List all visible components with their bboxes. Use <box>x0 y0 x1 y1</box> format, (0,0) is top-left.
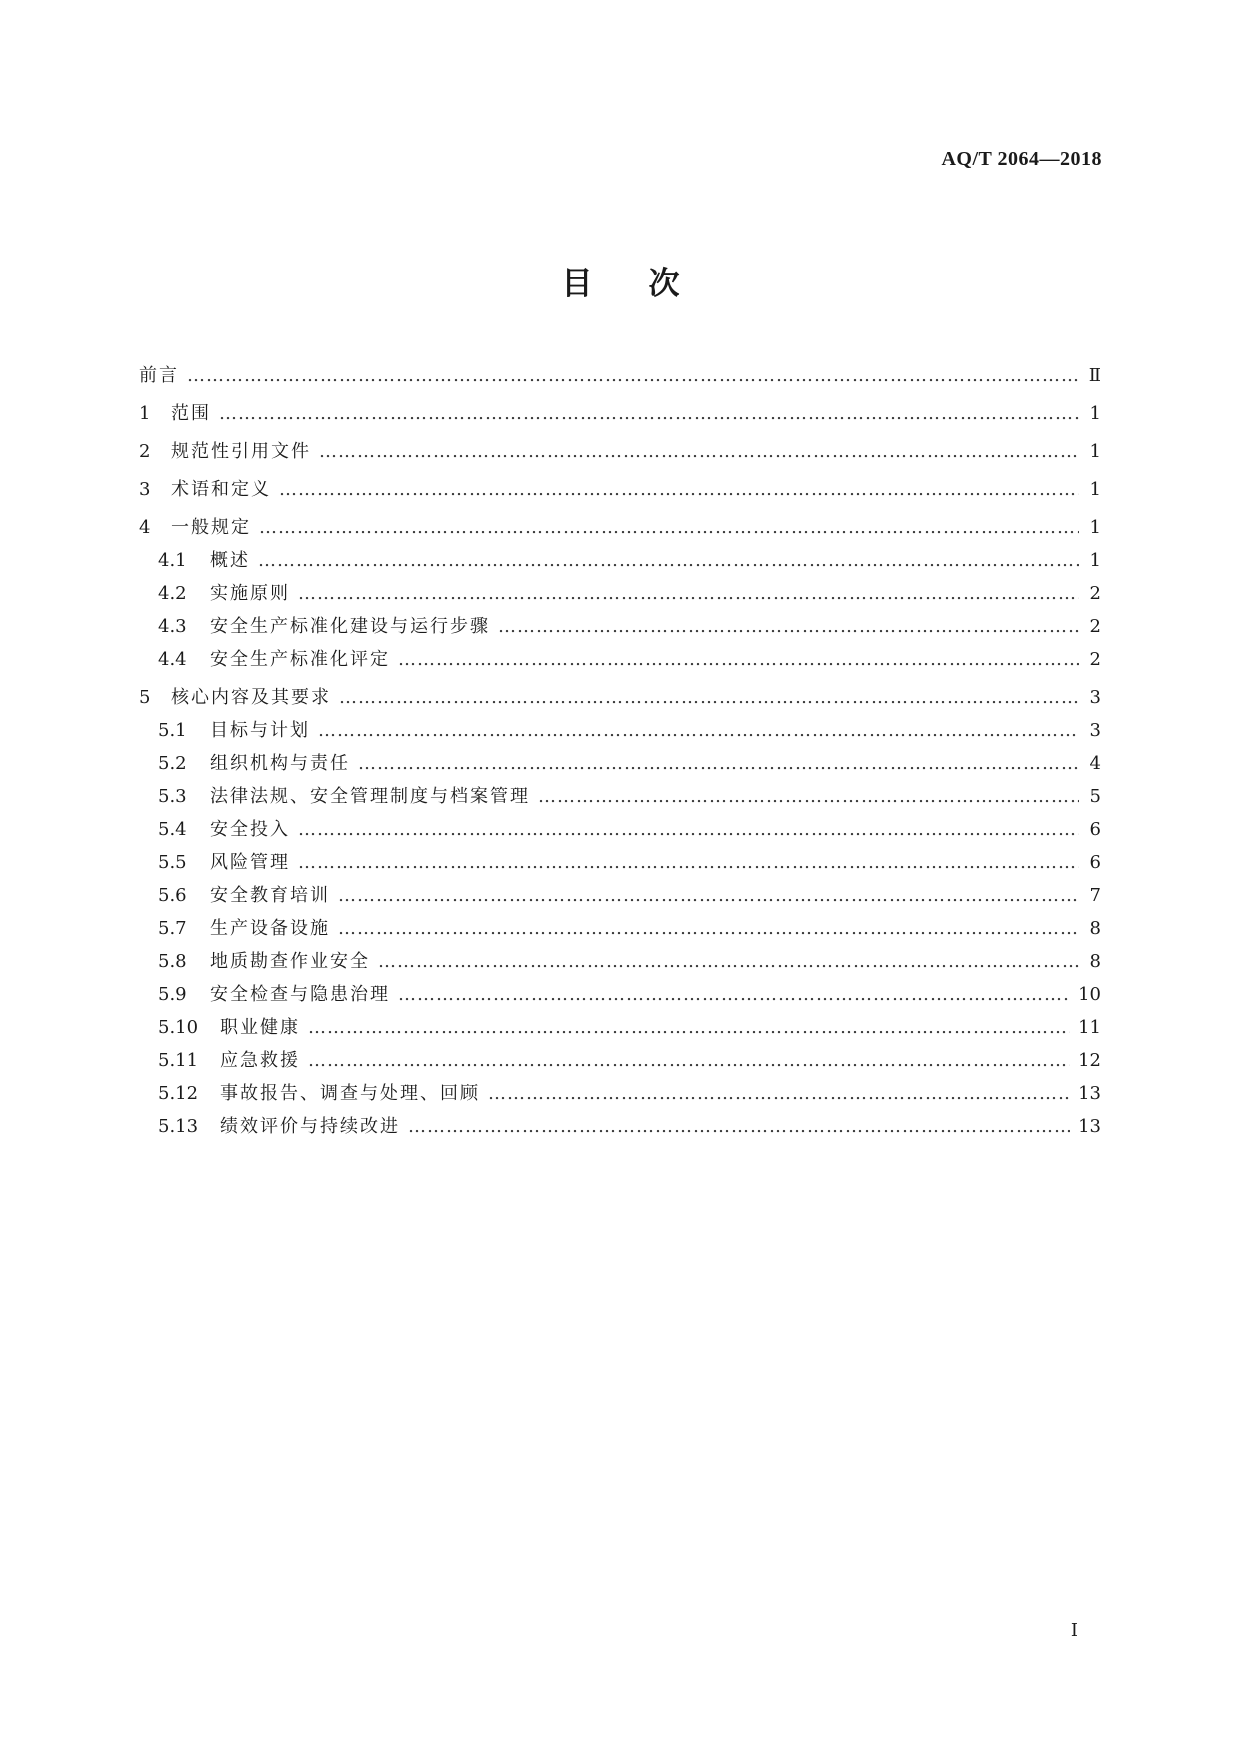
toc-entry-number: 5.7 <box>158 918 187 939</box>
toc-leader-dots <box>308 1050 1070 1072</box>
toc-entry-5-9[interactable] <box>139 973 1101 1006</box>
toc-entry-number: 5.5 <box>158 852 187 873</box>
toc-entry-page: 8 <box>1089 951 1101 972</box>
toc-entry-label: 前言 <box>139 365 179 386</box>
toc-entry-page: 7 <box>1089 885 1101 906</box>
toc-entry-page: 3 <box>1089 687 1101 708</box>
toc-entry-4-4[interactable] <box>139 638 1101 671</box>
toc-entry-label: 核心内容及其要求 <box>171 687 331 708</box>
toc-entry-5-4[interactable] <box>139 808 1101 841</box>
toc-leader-dots <box>308 1017 1070 1039</box>
toc-entry-4-1[interactable] <box>139 539 1101 572</box>
toc-entry-page: 10 <box>1078 984 1101 1005</box>
toc-leader-dots <box>358 753 1079 775</box>
toc-entry-label: 规范性引用文件 <box>171 441 311 462</box>
toc-entry-number: 3 <box>139 479 151 500</box>
toc-entry-page: 2 <box>1089 616 1101 637</box>
toc-entry-label: 生产设备设施 <box>210 918 330 939</box>
toc-entry-label: 安全生产标准化建设与运行步骤 <box>210 616 490 637</box>
toc-entry-number: 4.1 <box>158 550 187 571</box>
toc-entry-4-2[interactable] <box>139 572 1101 605</box>
standard-code: AQ/T 2064—2018 <box>941 148 1102 170</box>
toc-leader-dots <box>339 687 1079 709</box>
toc-entry-label: 地质勘查作业安全 <box>210 951 370 972</box>
toc-entry-page: 1 <box>1089 517 1101 538</box>
toc-entry-label: 安全检查与隐患治理 <box>210 984 390 1005</box>
toc-entry-3[interactable] <box>139 468 1101 501</box>
toc-leader-dots <box>498 616 1079 638</box>
toc-entry-label: 应急救援 <box>220 1050 300 1071</box>
toc-leader-dots <box>538 786 1079 808</box>
toc-entry-number: 5.11 <box>158 1050 199 1071</box>
toc-entry-page: 13 <box>1078 1083 1101 1104</box>
toc-leader-dots <box>378 951 1079 973</box>
toc-entry-5[interactable] <box>139 676 1101 709</box>
toc-entry-5-3[interactable] <box>139 775 1101 808</box>
toc-title: 目次 <box>561 266 736 302</box>
toc-entry-number: 4.2 <box>158 583 187 604</box>
toc-leader-dots <box>338 918 1079 940</box>
toc-entry-label: 目标与计划 <box>210 720 310 741</box>
toc-entry-page: 8 <box>1089 918 1101 939</box>
toc-entry-number: 5.12 <box>158 1083 199 1104</box>
toc-entry-label: 范围 <box>171 403 211 424</box>
toc-entry-label: 安全教育培训 <box>210 885 330 906</box>
toc-entry-5-11[interactable] <box>139 1039 1101 1072</box>
toc-entry-page: 6 <box>1089 819 1101 840</box>
toc-entry-label: 绩效评价与持续改进 <box>220 1116 400 1137</box>
toc-entry-page: 11 <box>1078 1017 1101 1038</box>
toc-entry-page: 1 <box>1089 479 1101 500</box>
toc-entry-page: Ⅱ <box>1088 365 1101 386</box>
toc-entry-page: 1 <box>1089 550 1101 571</box>
toc-entry-label: 法律法规、安全管理制度与档案管理 <box>210 786 530 807</box>
toc-entry-number: 5.8 <box>158 951 187 972</box>
toc-leader-dots <box>259 517 1079 539</box>
toc-entry-1[interactable] <box>139 392 1101 425</box>
toc-entry-number: 4 <box>139 517 151 538</box>
toc-entry-5-1[interactable] <box>139 709 1101 742</box>
toc-entry-number: 2 <box>139 441 151 462</box>
toc-entry-number: 5.9 <box>158 984 187 1005</box>
toc-entry-5-2[interactable] <box>139 742 1101 775</box>
toc-entry-label: 实施原则 <box>210 583 290 604</box>
toc-entry-page: 13 <box>1078 1116 1101 1137</box>
toc-entry-label: 职业健康 <box>220 1017 300 1038</box>
table-of-contents <box>139 354 1101 1138</box>
toc-entry-2[interactable] <box>139 430 1101 463</box>
toc-leader-dots <box>298 852 1079 874</box>
toc-leader-dots <box>318 720 1079 742</box>
toc-entry-number: 1 <box>139 403 151 424</box>
toc-entry-page: 12 <box>1078 1050 1101 1071</box>
toc-leader-dots <box>258 550 1079 572</box>
toc-entry-label: 组织机构与责任 <box>210 753 350 774</box>
toc-entry-number: 5 <box>139 687 151 708</box>
toc-entry-number: 5.10 <box>158 1017 199 1038</box>
toc-entry-number: 5.4 <box>158 819 187 840</box>
toc-entry-page: 3 <box>1089 720 1101 741</box>
toc-entry-5-10[interactable] <box>139 1006 1101 1039</box>
toc-entry-label: 安全生产标准化评定 <box>210 649 390 670</box>
toc-entry-5-5[interactable] <box>139 841 1101 874</box>
toc-entry-page: 6 <box>1089 852 1101 873</box>
toc-leader-dots <box>488 1083 1070 1105</box>
toc-leader-dots <box>187 365 1079 387</box>
page-number: I <box>1070 1620 1078 1641</box>
toc-leader-dots <box>398 649 1079 671</box>
toc-entry-foreword[interactable] <box>139 354 1101 387</box>
toc-entry-page: 2 <box>1089 649 1101 670</box>
toc-entry-label: 风险管理 <box>210 852 290 873</box>
toc-entry-5-12[interactable] <box>139 1072 1101 1105</box>
toc-entry-number: 5.13 <box>158 1116 199 1137</box>
toc-entry-number: 5.1 <box>158 720 187 741</box>
toc-entry-label: 术语和定义 <box>171 479 271 500</box>
toc-entry-5-8[interactable] <box>139 940 1101 973</box>
toc-entry-page: 5 <box>1089 786 1101 807</box>
toc-entry-5-7[interactable] <box>139 907 1101 940</box>
toc-entry-page: 1 <box>1089 441 1101 462</box>
toc-leader-dots <box>279 479 1079 501</box>
toc-entry-label: 概述 <box>210 550 250 571</box>
toc-entry-number: 5.3 <box>158 786 187 807</box>
toc-entry-number: 4.4 <box>158 649 187 670</box>
toc-leader-dots <box>219 403 1079 425</box>
toc-entry-label: 一般规定 <box>171 517 251 538</box>
toc-leader-dots <box>398 984 1070 1006</box>
toc-leader-dots <box>408 1116 1070 1138</box>
toc-entry-number: 4.3 <box>158 616 187 637</box>
toc-leader-dots <box>319 441 1079 463</box>
toc-entry-number: 5.2 <box>158 753 187 774</box>
toc-entry-number: 5.6 <box>158 885 187 906</box>
toc-entry-5-13[interactable] <box>139 1105 1101 1138</box>
toc-leader-dots <box>338 885 1079 907</box>
toc-entry-label: 安全投入 <box>210 819 290 840</box>
toc-leader-dots <box>298 819 1079 841</box>
toc-entry-5-6[interactable] <box>139 874 1101 907</box>
toc-entry-page: 2 <box>1089 583 1101 604</box>
toc-entry-label: 事故报告、调查与处理、回顾 <box>220 1083 480 1104</box>
toc-entry-4-3[interactable] <box>139 605 1101 638</box>
toc-entry-4[interactable] <box>139 506 1101 539</box>
toc-entry-page: 4 <box>1089 753 1101 774</box>
toc-leader-dots <box>298 583 1079 605</box>
toc-entry-page: 1 <box>1089 403 1101 424</box>
